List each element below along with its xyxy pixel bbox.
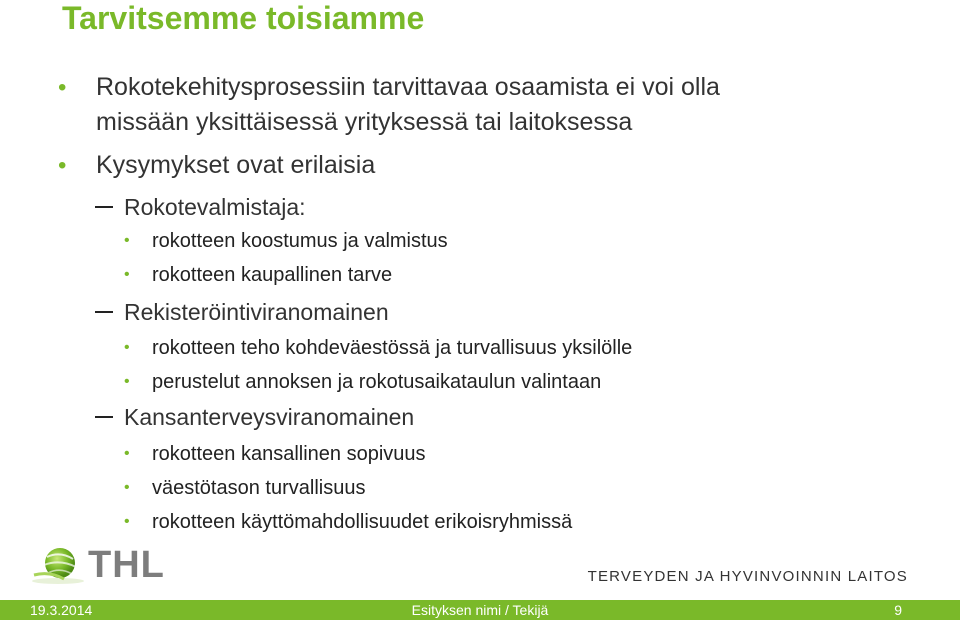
bullet-text-line: Rokotekehitysprosessiin tarvittavaa osaamista ei voi olla [96, 73, 720, 101]
sub-bullet-text: rokotteen käyttömahdollisuudet erikoisryhmissä [152, 511, 573, 533]
footer-date: 19.3.2014 [30, 602, 93, 618]
bullet-icon: • [58, 152, 67, 179]
organization-name: TERVEYDEN JA HYVINVOINNIN LAITOS [587, 568, 908, 585]
sub-heading-text: Rokotevalmistaja: [124, 194, 306, 220]
sub-bullet-item [124, 331, 633, 365]
bullet-icon: • [124, 373, 130, 390]
bullet-icon: • [58, 74, 67, 101]
logo-text: THL [88, 544, 165, 586]
bullet-text-line: missään yksittäisessä yrityksessä tai laitoksessa [96, 108, 633, 136]
bullet-icon: • [124, 513, 130, 530]
dash-icon [95, 416, 113, 418]
bullet-icon: • [124, 479, 130, 496]
footer-bar [0, 600, 960, 620]
sub-bullet-item [124, 365, 602, 399]
bullet-icon: • [124, 232, 130, 249]
bullet-icon: • [124, 445, 130, 462]
sub-bullet-item [124, 437, 426, 471]
sub-bullet-item [124, 471, 366, 505]
sub-bullet-item [124, 224, 448, 258]
sub-bullet-text: rokotteen kansallinen sopivuus [152, 443, 426, 465]
sub-heading [124, 295, 389, 329]
footer-presentation-name: Esityksen nimi / Tekijä [411, 602, 549, 618]
sub-heading-text: Rekisteröintiviranomainen [124, 299, 389, 325]
dash-icon [95, 206, 113, 208]
sub-bullet-item [124, 258, 393, 292]
sub-bullet-text: rokotteen kaupallinen tarve [152, 264, 393, 286]
sub-bullet-text: rokotteen teho kohdeväestössä ja turvallisuus yksilölle [152, 337, 633, 359]
sub-heading [124, 190, 306, 224]
sub-bullet-item [124, 505, 573, 539]
sub-heading [124, 400, 414, 434]
sub-bullet-text: rokotteen koostumus ja valmistus [152, 230, 448, 252]
slide-title: Tarvitsemme toisiamme [62, 0, 425, 36]
dash-icon [95, 311, 113, 313]
sub-bullet-text: perustelut annoksen ja rokotusaikataulun valintaan [152, 371, 602, 393]
bullet-icon: • [124, 339, 130, 356]
sub-heading-text: Kansanterveysviranomainen [124, 404, 415, 430]
footer-page-number: 9 [894, 602, 902, 618]
bullet-icon: • [124, 266, 130, 283]
bullet-text: Kysymykset ovat erilaisia [96, 151, 376, 179]
bullet-item [58, 148, 916, 183]
sub-bullet-text: väestötason turvallisuus [152, 477, 366, 499]
bullet-item [58, 70, 916, 140]
